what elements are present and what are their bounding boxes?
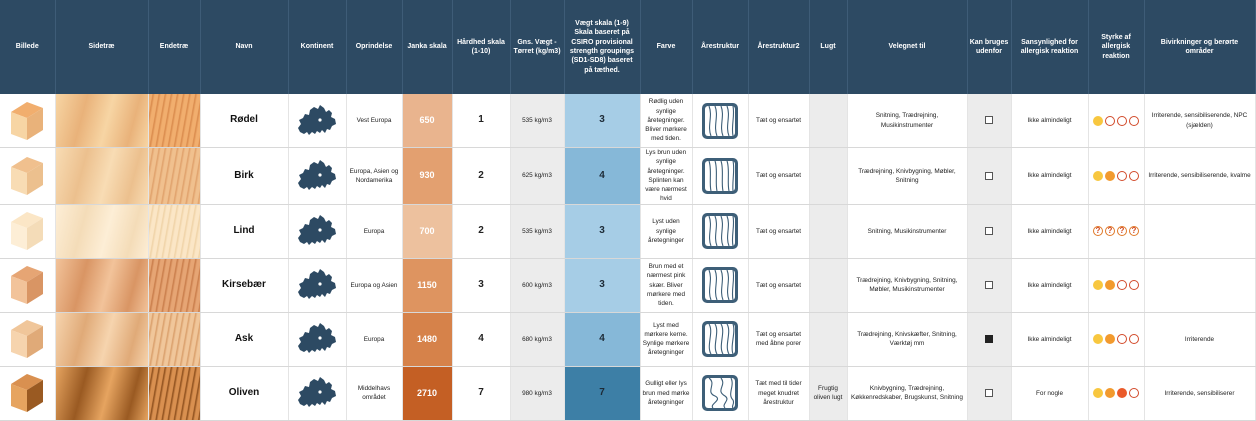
allergy-likelihood: For nogle (1011, 366, 1088, 420)
wood-name: Lind (200, 204, 288, 258)
allergy-level-dot (1117, 334, 1127, 344)
end-grain-image (149, 259, 200, 312)
allergy-level-dot (1093, 388, 1103, 398)
allergy-level-dot (1117, 116, 1127, 126)
wood-photo-cell (0, 94, 55, 148)
allergy-likelihood: Ikke almindeligt (1011, 94, 1088, 148)
table-row (0, 366, 1255, 420)
side-grain-image (56, 313, 148, 366)
wood-photo-cell (0, 204, 55, 258)
allergy-level-dot (1105, 388, 1115, 398)
allergy-level-dot (1117, 171, 1127, 181)
side-grain-image (56, 205, 148, 258)
wood-block-image (5, 370, 49, 416)
col-header-lugt[interactable]: Lugt (809, 0, 847, 94)
allergy-severity-rating (1092, 390, 1140, 397)
wood-name: Oliven (200, 366, 288, 420)
density-scale-value: 3 (564, 94, 640, 148)
wood-photo-cell (0, 366, 55, 420)
color-description: Lys brun uden synlige åretegninger. Splinten kan være nærmest hvid (640, 148, 692, 205)
col-header-oprindelse[interactable]: Oprindelse (346, 0, 402, 94)
allergy-level-dot (1105, 171, 1115, 181)
outdoor-checkbox[interactable] (985, 172, 993, 180)
smell-cell (809, 204, 847, 258)
janka-value: 1150 (402, 258, 452, 312)
side-grain-image (56, 94, 148, 147)
col-header-billede[interactable]: Billede (0, 0, 55, 94)
janka-value: 1480 (402, 312, 452, 366)
wood-name: Kirsebær (200, 258, 288, 312)
outdoor-checkbox[interactable] (985, 227, 993, 235)
hardness-value: 4 (452, 312, 510, 366)
allergy-level-dot (1105, 334, 1115, 344)
end-grain-cell (148, 204, 200, 258)
europe-map-icon (296, 266, 338, 304)
side-grain-image (56, 367, 148, 420)
col-header-udenfor[interactable]: Kan bruges udenfor (967, 0, 1011, 94)
wood-name: Ask (200, 312, 288, 366)
outdoor-checkbox[interactable] (985, 389, 993, 397)
end-grain-cell (148, 258, 200, 312)
wood-block-image (5, 316, 49, 362)
continent-cell (288, 312, 346, 366)
side-effects-cell: Irriterende (1144, 312, 1255, 366)
allergy-severity-cell (1088, 94, 1144, 148)
continent-cell (288, 148, 346, 205)
grain-structure-cell (692, 258, 748, 312)
grain-texture-icon (701, 266, 739, 304)
origin-cell: Europa (346, 204, 402, 258)
grain-structure-text: Tæt med til tider meget knudret årestruktur (748, 366, 809, 420)
grain-texture-icon (701, 212, 739, 250)
uses-cell: Trædrejning, Knivskæfter, Snitning, Værktøj mm (847, 312, 967, 366)
allergy-level-dot (1093, 116, 1103, 126)
smell-cell (809, 148, 847, 205)
grain-structure-cell (692, 204, 748, 258)
end-grain-image (149, 148, 200, 204)
col-header-bivirkninger[interactable]: Bivirkninger og berørte områder (1144, 0, 1255, 94)
uses-cell: Trædrejning, Knivbygning, Møbler, Snitning (847, 148, 967, 205)
origin-cell: Europa, Asien og Nordamerika (346, 148, 402, 205)
side-grain-cell (55, 366, 148, 420)
janka-value: 700 (402, 204, 452, 258)
end-grain-image (149, 205, 200, 258)
side-effects-cell: Irriterende, sensibiliserende, kvalme (1144, 148, 1255, 205)
smell-cell: Frugtig oliven lugt (809, 366, 847, 420)
allergy-unknown-icon: ? (1117, 226, 1127, 236)
wood-photo-cell (0, 312, 55, 366)
outdoor-cell (967, 94, 1011, 148)
weight-value: 535 kg/m3 (510, 204, 564, 258)
col-header-sidetrae[interactable]: Sidetræ (55, 0, 148, 94)
col-header-velegnet[interactable]: Velegnet til (847, 0, 967, 94)
side-grain-cell (55, 148, 148, 205)
allergy-level-dot (1129, 116, 1139, 126)
allergy-severity-cell (1088, 148, 1144, 205)
hardness-value: 2 (452, 204, 510, 258)
col-header-vaegt[interactable]: Gns. Vægt - Tørret (kg/m3) (510, 0, 564, 94)
grain-texture-icon (701, 374, 739, 412)
allergy-likelihood: Ikke almindeligt (1011, 148, 1088, 205)
janka-value: 930 (402, 148, 452, 205)
origin-cell: Europa (346, 312, 402, 366)
outdoor-cell (967, 258, 1011, 312)
continent-cell (288, 366, 346, 420)
allergy-level-dot (1093, 280, 1103, 290)
color-description: Lyst uden synlige åretegninger (640, 204, 692, 258)
header-row (0, 0, 1255, 94)
origin-cell: Vest Europa (346, 94, 402, 148)
weight-value: 980 kg/m3 (510, 366, 564, 420)
col-header-vaegt-skala[interactable]: Vægt skala (1-9) Skala baseret på CSIRO provisional strength groupings (SD1-SD8) baseret på tæthed. (564, 0, 640, 94)
allergy-likelihood: Ikke almindeligt (1011, 204, 1088, 258)
allergy-level-dot (1117, 388, 1127, 398)
allergy-level-dot (1093, 334, 1103, 344)
wood-block-image (5, 262, 49, 308)
outdoor-cell (967, 366, 1011, 420)
end-grain-image (149, 313, 200, 366)
table-body (0, 94, 1255, 420)
density-scale-value: 3 (564, 204, 640, 258)
allergy-level-dot (1129, 388, 1139, 398)
outdoor-checkbox[interactable] (985, 116, 993, 124)
continent-cell (288, 204, 346, 258)
europe-map-icon (296, 212, 338, 250)
europe-map-icon (296, 102, 338, 140)
color-description: Gulligt eller lys brun med mørke åretegninger (640, 366, 692, 420)
side-effects-cell (1144, 258, 1255, 312)
side-grain-image (56, 148, 148, 204)
allergy-level-dot (1129, 334, 1139, 344)
col-header-navn[interactable]: Navn (200, 0, 288, 94)
end-grain-image (149, 94, 200, 147)
col-header-aarestruktur[interactable]: Årestruktur (692, 0, 748, 94)
table-row (0, 312, 1255, 366)
europe-map-icon (296, 374, 338, 412)
side-effects-cell: Irriterende, sensibiliserer (1144, 366, 1255, 420)
grain-structure-cell (692, 148, 748, 205)
side-grain-cell (55, 94, 148, 148)
allergy-unknown-icon: ? (1129, 226, 1139, 236)
wood-photo-cell (0, 258, 55, 312)
allergy-level-dot (1105, 280, 1115, 290)
hardness-value: 7 (452, 366, 510, 420)
grain-structure-cell (692, 366, 748, 420)
continent-cell (288, 258, 346, 312)
end-grain-cell (148, 366, 200, 420)
smell-cell (809, 258, 847, 312)
grain-structure-cell (692, 94, 748, 148)
allergy-severity-rating (1092, 117, 1140, 124)
col-header-styrke[interactable]: Styrke af allergisk reaktion (1088, 0, 1144, 94)
side-effects-cell: Irriterende, sensibiliserende, NPC (sjælden) (1144, 94, 1255, 148)
allergy-severity-rating (1092, 173, 1140, 180)
wood-block-image (5, 153, 49, 199)
allergy-likelihood: Ikke almindeligt (1011, 258, 1088, 312)
europe-map-icon (296, 320, 338, 358)
outdoor-checkbox[interactable] (985, 281, 993, 289)
allergy-severity-cell (1088, 366, 1144, 420)
wood-name: Birk (200, 148, 288, 205)
grain-structure-cell (692, 312, 748, 366)
col-header-kontinent[interactable]: Kontinent (288, 0, 346, 94)
side-grain-cell (55, 204, 148, 258)
wood-name: Rødel (200, 94, 288, 148)
table-row (0, 94, 1255, 148)
density-scale-value: 3 (564, 258, 640, 312)
table-row (0, 204, 1255, 258)
wood-photo-cell (0, 148, 55, 205)
allergy-level-dot (1129, 171, 1139, 181)
grain-structure-text: Tæt og ensartet (748, 258, 809, 312)
density-scale-value: 4 (564, 148, 640, 205)
density-scale-value: 7 (564, 366, 640, 420)
grain-texture-icon (701, 102, 739, 140)
col-header-janka[interactable]: Janka skala (402, 0, 452, 94)
hardness-value: 1 (452, 94, 510, 148)
hardness-value: 3 (452, 258, 510, 312)
end-grain-cell (148, 148, 200, 205)
density-scale-value: 4 (564, 312, 640, 366)
allergy-unknown-icon: ? (1105, 226, 1115, 236)
uses-cell: Snitning, Trædrejning, Musikinstrumenter (847, 94, 967, 148)
europe-map-icon (296, 157, 338, 195)
origin-cell: Europa og Asien (346, 258, 402, 312)
grain-structure-text: Tæt og ensartet (748, 148, 809, 205)
allergy-severity-rating (1092, 282, 1140, 289)
side-grain-cell (55, 312, 148, 366)
grain-structure-text: Tæt og ensartet (748, 94, 809, 148)
continent-cell (288, 94, 346, 148)
grain-texture-icon (701, 157, 739, 195)
allergy-level-dot (1129, 280, 1139, 290)
end-grain-cell (148, 94, 200, 148)
allergy-level-dot (1093, 171, 1103, 181)
outdoor-cell (967, 148, 1011, 205)
col-header-aarestruktur2[interactable]: Årestruktur2 (748, 0, 809, 94)
table-row (0, 258, 1255, 312)
grain-texture-icon (701, 320, 739, 358)
side-grain-image (56, 259, 148, 312)
allergy-severity-rating (1092, 336, 1140, 343)
allergy-level-dot (1117, 280, 1127, 290)
uses-cell: Trædrejning, Knivbygning, Snitning, Møbler, Musikinstrumenter (847, 258, 967, 312)
allergy-severity-cell (1088, 312, 1144, 366)
outdoor-cell (967, 204, 1011, 258)
allergy-severity-cell (1088, 204, 1144, 258)
col-header-haardhed[interactable]: Hårdhed skala (1-10) (452, 0, 510, 94)
allergy-level-dot (1105, 116, 1115, 126)
color-description: Brun med et nærmest pink skær. Bliver mørkere med tiden. (640, 258, 692, 312)
side-grain-cell (55, 258, 148, 312)
outdoor-cell (967, 312, 1011, 366)
col-header-endetrae[interactable]: Endetræ (148, 0, 200, 94)
color-description: Lyst med mørkere kerne. Synlige mørkere åretegninger (640, 312, 692, 366)
allergy-unknown-icon: ? (1093, 226, 1103, 236)
weight-value: 535 kg/m3 (510, 94, 564, 148)
outdoor-checkbox[interactable] (985, 335, 993, 343)
col-header-sansynlighed[interactable]: Sansynlighed for allergisk reaktion (1011, 0, 1088, 94)
smell-cell (809, 312, 847, 366)
weight-value: 625 kg/m3 (510, 148, 564, 205)
grain-structure-text: Tæt og ensartet med åbne porer (748, 312, 809, 366)
col-header-farve[interactable]: Farve (640, 0, 692, 94)
color-description: Rødlig uden synlige åretegninger. Bliver mørkere med tiden. (640, 94, 692, 148)
janka-value: 2710 (402, 366, 452, 420)
weight-value: 680 kg/m3 (510, 312, 564, 366)
weight-value: 600 kg/m3 (510, 258, 564, 312)
allergy-likelihood: Ikke almindeligt (1011, 312, 1088, 366)
uses-cell: Snitning, Musikinstrumenter (847, 204, 967, 258)
allergy-severity-rating (1092, 228, 1140, 235)
wood-block-image (5, 98, 49, 144)
wood-block-image (5, 208, 49, 254)
origin-cell: Middelhavs området (346, 366, 402, 420)
smell-cell (809, 94, 847, 148)
janka-value: 650 (402, 94, 452, 148)
allergy-severity-cell (1088, 258, 1144, 312)
hardness-value: 2 (452, 148, 510, 205)
table-row (0, 148, 1255, 205)
end-grain-image (149, 367, 200, 420)
grain-structure-text: Tæt og ensartet (748, 204, 809, 258)
side-effects-cell (1144, 204, 1255, 258)
uses-cell: Knivbygning, Trædrejning, Køkkenredskaber, Brugskunst, Snitning (847, 366, 967, 420)
end-grain-cell (148, 312, 200, 366)
